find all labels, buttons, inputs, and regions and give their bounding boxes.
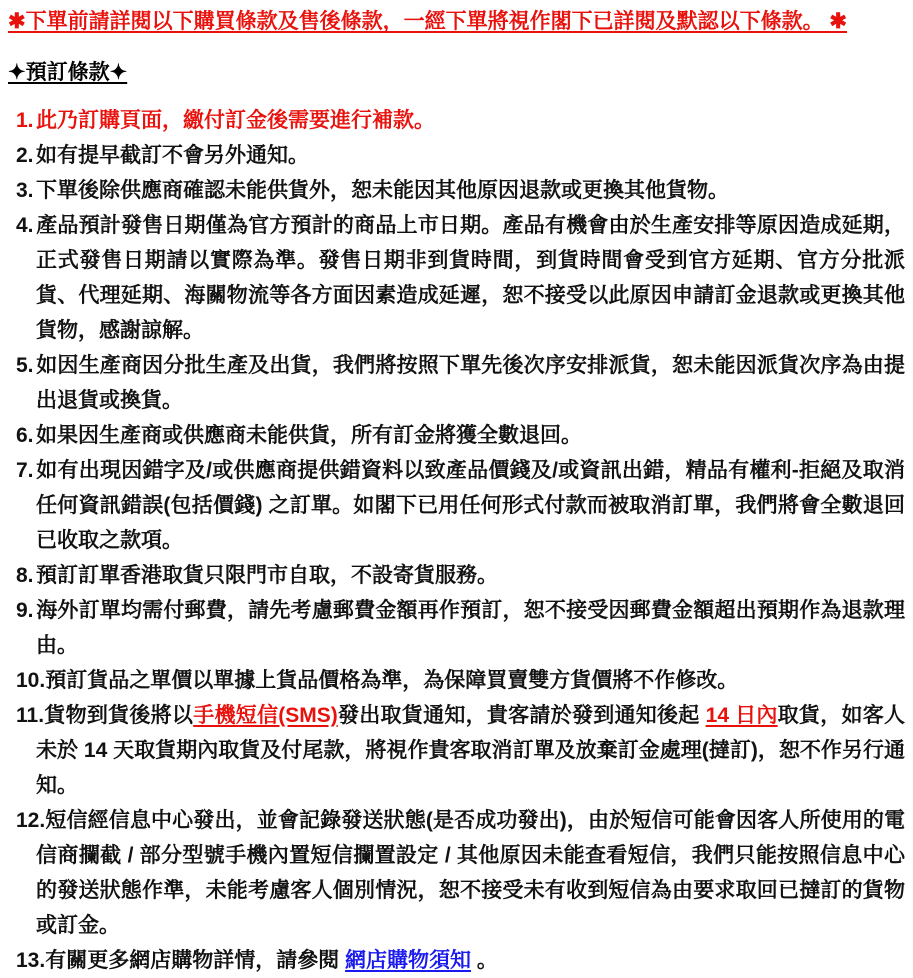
term-number: 3. — [16, 179, 34, 202]
term-item-10 — [8, 663, 905, 698]
term-number: 2. — [16, 144, 34, 167]
term-text: 。 — [471, 949, 498, 972]
term-text: 產品預計發售日期僅為官方預計的商品上市日期。產品有機會由於生產安排等原因造成延期，正式發售日期請以實際為準。發售日期非到貨時間，到貨時間會受到官方延期、官方分批派貨、代理延期、海關物流等各方面因素造成延遲，恕不接受以此原因申請訂金退款或更換其他貨物，感謝諒解。 — [36, 214, 905, 342]
term-text: 如有出現因錯字及/或供應商提供錯資料以致產品價錢及/或資訊出錯，精品有權利-拒絕及取消任何資訊錯誤(包括價錢) 之訂單。如閣下已用任何形式付款而被取消訂單，我們將會全數退回已收取之款項。 — [36, 459, 905, 552]
terms-list — [8, 103, 905, 978]
term-number: 13. — [16, 949, 46, 972]
term-item-7 — [8, 453, 905, 558]
shop-guide-link[interactable]: 網店購物須知 — [345, 949, 472, 972]
term-item-6 — [8, 418, 905, 453]
term-number: 9. — [16, 599, 34, 622]
term-item-2 — [8, 138, 905, 173]
pre-order-notice-banner: ✱下單前請詳閱以下購買條款及售後條款，一經下單將視作閣下已詳閱及默認以下條款。 ✱ — [8, 10, 848, 33]
term-text: 此乃訂購頁面，繳付訂金後需要進行補款。 — [36, 109, 435, 132]
term-number: 1. — [16, 109, 34, 132]
term-text: 取貨，如客人未於 14 天取貨期內取貨及付尾款，將視作貴客取消訂單及放棄訂金處理(撻訂)，恕不作另行通知。 — [36, 704, 905, 797]
term-text: 如有提早截訂不會另外通知。 — [36, 144, 309, 167]
term-text: 如果因生產商或供應商未能供貨，所有訂金將獲全數退回。 — [36, 424, 582, 447]
term-number: 10. — [16, 669, 46, 692]
term-text: 預訂貨品之單價以單據上貨品價格為準，為保障買賣雙方貨價將不作修改。 — [45, 669, 739, 692]
term-item-8 — [8, 558, 905, 593]
term-text: 海外訂單均需付郵費，請先考慮郵費金額再作預訂，恕不接受因郵費金額超出預期作為退款理由。 — [36, 599, 905, 657]
term-text: 發出取貨通知，貴客請於發到通知後起 — [337, 704, 706, 727]
term-number: 5. — [16, 354, 34, 377]
term-number: 7. — [16, 459, 34, 482]
term-item-1 — [8, 103, 905, 138]
term-text: 如因生產商因分批生產及出貨，我們將按照下單先後次序安排派貨，恕未能因派貨次序為由提出退貨或換貨。 — [36, 354, 905, 412]
term-item-9 — [8, 593, 905, 663]
term-item-4 — [8, 208, 905, 348]
section-title-text: ✦預訂條款✦ — [8, 61, 128, 84]
term-text: 下單後除供應商確認未能供貨外，恕未能因其他原因退款或更換其他貨物。 — [36, 179, 729, 202]
term-text: 預訂訂單香港取貨只限門市自取，不設寄貨服務。 — [36, 564, 498, 587]
term-number: 11. — [16, 704, 45, 727]
term-number: 4. — [16, 214, 34, 237]
term-item-12 — [8, 803, 905, 943]
term-number: 6. — [16, 424, 34, 447]
term-number: 8. — [16, 564, 34, 587]
term-item-3 — [8, 173, 905, 208]
term-text: 貨物到貨後將以 — [44, 704, 194, 727]
term-text: 短信經信息中心發出，並會記錄發送狀態(是否成功發出)，由於短信可能會因客人所使用的電信商攔截 / 部分型號手機內置短信攔置設定 / 其他原因未能查看短信，我們只能按照信息中心的發送狀態作準，未能考慮客人個別情況，恕不接受未有收到短信為由要求取回已撻訂的貨物或訂金。 — [36, 809, 905, 937]
term-number: 12. — [16, 809, 46, 832]
term-item-5 — [8, 348, 905, 418]
term-text: 有關更多網店購物詳情，請參閱 — [45, 949, 346, 972]
section-title-preorder-terms — [8, 55, 905, 90]
term-item-11 — [8, 698, 905, 803]
sms-notice-highlight: 手機短信(SMS) — [193, 704, 338, 727]
term-item-13 — [8, 943, 905, 978]
pickup-deadline-highlight: 14 日內 — [705, 704, 778, 727]
